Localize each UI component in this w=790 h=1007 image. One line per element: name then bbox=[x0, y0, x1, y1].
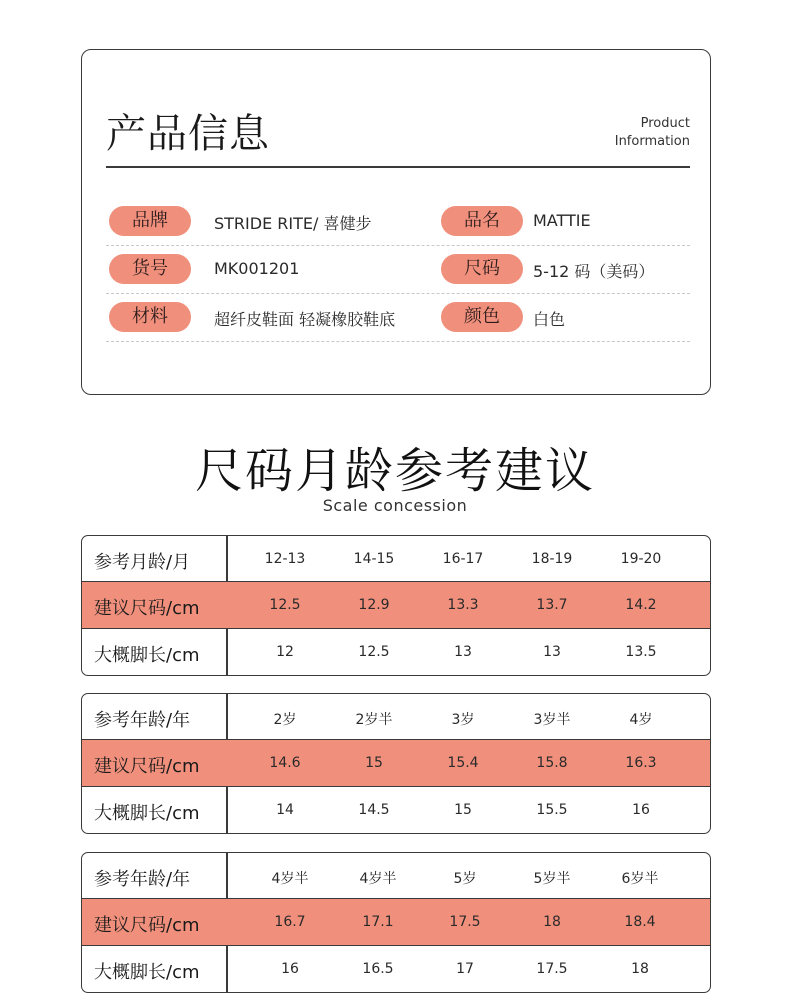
table-cell: 2岁 bbox=[273, 712, 297, 728]
table-cell: 5岁半 bbox=[533, 871, 571, 887]
table-cell: 17.5 bbox=[536, 961, 568, 977]
table-cell: 12 bbox=[276, 644, 294, 660]
row-label: 建议尺码/cm bbox=[94, 915, 200, 936]
table-cell: 15.4 bbox=[447, 755, 479, 771]
material-label: 材料 bbox=[109, 302, 191, 332]
row-label: 大概脚长/cm bbox=[94, 962, 200, 983]
sku-label: 货号 bbox=[109, 254, 191, 284]
table-cell: 16-17 bbox=[442, 551, 484, 567]
table-cell: 12.5 bbox=[269, 597, 301, 613]
table-cell: 18 bbox=[543, 914, 561, 930]
table-row-foot-length bbox=[82, 945, 710, 991]
product-name-value: MATTIE bbox=[533, 211, 591, 230]
table-cell: 13.7 bbox=[536, 597, 568, 613]
color-label: 颜色 bbox=[441, 302, 523, 332]
product-name-label: 品名 bbox=[441, 206, 523, 236]
product-info-card bbox=[81, 49, 711, 395]
table-cell: 4岁 bbox=[629, 712, 653, 728]
color-value: 白色 bbox=[533, 310, 566, 329]
table-cell: 6岁半 bbox=[621, 871, 659, 887]
table-cell: 2岁半 bbox=[355, 712, 393, 728]
table-cell: 4岁半 bbox=[359, 871, 397, 887]
table-cell: 16 bbox=[632, 802, 650, 818]
product-info-subtitle-line2: Information bbox=[614, 134, 690, 149]
product-info-subtitle-line1: Product bbox=[640, 116, 690, 131]
table-cell: 17.1 bbox=[362, 914, 394, 930]
row-label: 大概脚长/cm bbox=[94, 803, 200, 824]
table-cell: 16.3 bbox=[625, 755, 657, 771]
table-row-recommended-size bbox=[82, 582, 710, 628]
table-cell: 14.2 bbox=[625, 597, 657, 613]
table-cell: 12.5 bbox=[358, 644, 390, 660]
table-cell: 14 bbox=[276, 802, 294, 818]
table-cell: 5岁 bbox=[453, 871, 477, 887]
table-cell: 14.5 bbox=[358, 802, 390, 818]
table-cell: 18 bbox=[631, 961, 649, 977]
table-row-recommended-size bbox=[82, 899, 710, 945]
row-label: 大概脚长/cm bbox=[94, 645, 200, 666]
size-table-years-2 bbox=[81, 852, 711, 993]
table-cell: 3岁半 bbox=[533, 712, 571, 728]
table-cell: 14-15 bbox=[353, 551, 395, 567]
table-cell: 17.5 bbox=[449, 914, 481, 930]
material-value: 超纤皮鞋面 轻凝橡胶鞋底 bbox=[214, 310, 396, 329]
info-row-brand bbox=[106, 198, 690, 246]
size-value: 5-12 码（美码） bbox=[533, 262, 655, 281]
table-cell: 16.5 bbox=[362, 961, 394, 977]
table-cell: 3岁 bbox=[451, 712, 475, 728]
product-info-title: 产品信息 bbox=[106, 111, 270, 157]
row-label: 参考年龄/年 bbox=[94, 869, 191, 890]
table-row-age bbox=[82, 853, 710, 899]
table-cell: 15 bbox=[365, 755, 383, 771]
brand-label: 品牌 bbox=[109, 206, 191, 236]
brand-value: STRIDE RITE/ 喜健步 bbox=[214, 214, 372, 233]
table-row-foot-length bbox=[82, 628, 710, 674]
table-cell: 4岁半 bbox=[271, 871, 309, 887]
info-row-sku bbox=[106, 246, 690, 294]
table-cell: 13 bbox=[454, 644, 472, 660]
table-cell: 15.5 bbox=[536, 802, 568, 818]
product-info-subtitle bbox=[615, 115, 690, 151]
row-label: 参考年龄/年 bbox=[94, 710, 191, 731]
table-cell: 16 bbox=[281, 961, 299, 977]
sku-value: MK001201 bbox=[214, 259, 300, 278]
table-cell: 16.7 bbox=[274, 914, 306, 930]
size-table-years-1 bbox=[81, 693, 711, 834]
row-label: 参考月龄/月 bbox=[94, 552, 191, 573]
table-cell: 12-13 bbox=[264, 551, 306, 567]
table-cell: 12.9 bbox=[358, 597, 390, 613]
size-label: 尺码 bbox=[441, 254, 523, 284]
table-row-age bbox=[82, 536, 710, 582]
title-divider bbox=[106, 166, 690, 168]
size-table-months bbox=[81, 535, 711, 676]
table-cell: 19-20 bbox=[620, 551, 662, 567]
table-cell: 13.3 bbox=[447, 597, 479, 613]
size-guide-subtitle: Scale concession bbox=[322, 496, 468, 515]
table-cell: 15.8 bbox=[536, 755, 568, 771]
table-cell: 15 bbox=[454, 802, 472, 818]
table-cell: 18-19 bbox=[531, 551, 573, 567]
table-row-foot-length bbox=[82, 786, 710, 832]
table-row-age bbox=[82, 694, 710, 740]
table-cell: 17 bbox=[456, 961, 474, 977]
row-label: 建议尺码/cm bbox=[94, 756, 200, 777]
table-cell: 13 bbox=[543, 644, 561, 660]
table-cell: 14.6 bbox=[269, 755, 301, 771]
row-label: 建议尺码/cm bbox=[94, 598, 200, 619]
table-cell: 18.4 bbox=[624, 914, 656, 930]
table-row-recommended-size bbox=[82, 740, 710, 786]
table-cell: 13.5 bbox=[625, 644, 657, 660]
info-row-material bbox=[106, 294, 690, 342]
size-guide-title: 尺码月龄参考建议 bbox=[194, 443, 595, 499]
